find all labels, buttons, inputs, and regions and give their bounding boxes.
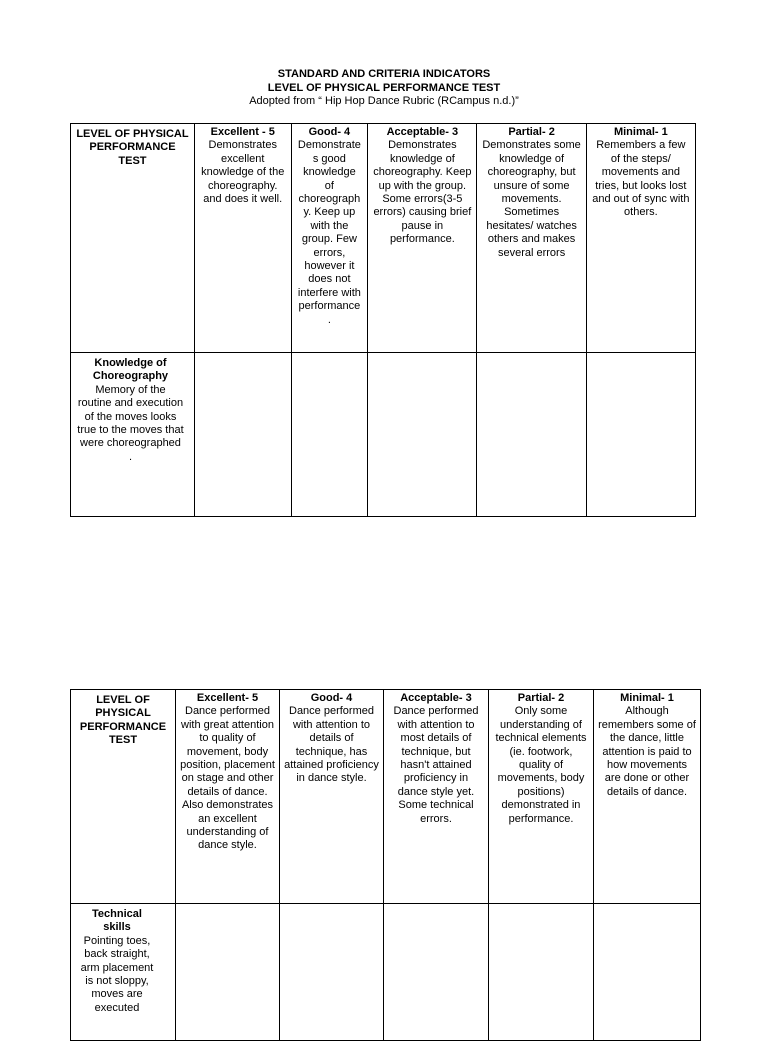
criterion-row bbox=[71, 353, 696, 517]
level-desc: Although remembers some of the dance, little attention is paid to how movements are done or other details of dance. bbox=[598, 705, 696, 798]
level-cell-acceptable bbox=[368, 124, 477, 353]
level-header-row bbox=[71, 690, 701, 904]
score-cell-acceptable[interactable] bbox=[384, 904, 489, 1041]
level-title: Excellent- 5 bbox=[196, 692, 259, 704]
level-cell-excellent bbox=[176, 690, 280, 904]
criterion-cell bbox=[71, 904, 176, 1041]
level-title: Good- 4 bbox=[308, 126, 351, 138]
level-desc: Demonstrates knowledge of choreography. Keep up with the group. Some errors(3-5 errors) causing brief pause in performance. bbox=[373, 139, 472, 246]
criterion-row bbox=[71, 904, 701, 1041]
corner-label: LEVEL OF PHYSICAL PERFORMANCE TEST bbox=[76, 128, 189, 167]
level-cell-minimal bbox=[594, 690, 701, 904]
level-corner-cell bbox=[71, 124, 195, 353]
score-cell-good[interactable] bbox=[280, 904, 384, 1041]
level-title: Partial- 2 bbox=[517, 692, 565, 704]
score-cell-good[interactable] bbox=[291, 353, 368, 517]
score-cell-excellent[interactable] bbox=[194, 353, 291, 517]
level-desc: Remembers a few of the steps/ movements and tries, but looks lost and out of sync with others. bbox=[592, 139, 690, 219]
doc-source-note: Adopted from “ Hip Hop Dance Rubric (RCampus n.d.)” bbox=[249, 95, 519, 107]
score-cell-partial[interactable] bbox=[489, 904, 594, 1041]
criterion-cell bbox=[71, 353, 195, 517]
score-cell-acceptable[interactable] bbox=[368, 353, 477, 517]
score-cell-minimal[interactable] bbox=[594, 904, 701, 1041]
level-title: Partial- 2 bbox=[508, 126, 555, 138]
criterion-title: Knowledge of Choreography bbox=[92, 357, 169, 383]
rubric-table-technical bbox=[70, 689, 701, 1041]
criterion-desc: Memory of the routine and execution of the moves looks true to the moves that were choreographed . bbox=[77, 383, 184, 463]
level-cell-excellent bbox=[194, 124, 291, 353]
level-title: Minimal- 1 bbox=[613, 126, 668, 138]
criterion-desc: Pointing toes, back straight, arm placement is not sloppy, moves are executed bbox=[80, 934, 154, 1014]
level-title: Good- 4 bbox=[310, 692, 353, 704]
doc-title: STANDARD AND CRITERIA INDICATORS bbox=[277, 68, 491, 80]
criterion-title: Technical skills bbox=[92, 908, 142, 934]
level-title: Acceptable- 3 bbox=[386, 126, 459, 138]
level-desc: Demonstrates good knowledge of choreography. Keep up with the group. Few errors, however it does not interfere with performance . bbox=[297, 139, 361, 326]
level-cell-partial bbox=[477, 124, 586, 353]
level-desc: Dance performed with attention to most details of technique, but hasn't attained proficiency in dance style yet. Some technical errors. bbox=[393, 705, 479, 825]
level-desc: Dance performed with great attention to quality of movement, body position, placement on stage and other details of dance. Also demonstrates an excellent understanding of dance style. bbox=[180, 705, 275, 852]
score-cell-excellent[interactable] bbox=[176, 904, 280, 1041]
level-title: Acceptable- 3 bbox=[400, 692, 472, 704]
score-cell-minimal[interactable] bbox=[586, 353, 695, 517]
level-cell-good bbox=[280, 690, 384, 904]
level-title: Excellent - 5 bbox=[210, 126, 275, 138]
score-cell-partial[interactable] bbox=[477, 353, 586, 517]
level-cell-good bbox=[291, 124, 368, 353]
level-desc: Demonstrates some knowledge of choreography, but unsure of some movements. Sometimes hesitates/ watches others and makes several errors bbox=[482, 139, 581, 259]
corner-label: LEVEL OF PHYSICAL PERFORMANCE TEST bbox=[79, 694, 167, 747]
level-desc: Dance performed with attention to details of technique, has attained proficiency in dance style. bbox=[284, 705, 379, 785]
document-header bbox=[0, 68, 768, 109]
level-desc: Only some understanding of technical elements (ie. footwork, quality of movements, body positions) demonstrated in performance. bbox=[495, 705, 587, 825]
level-cell-partial bbox=[489, 690, 594, 904]
level-header-row bbox=[71, 124, 696, 353]
doc-subtitle: LEVEL OF PHYSICAL PERFORMANCE TEST bbox=[267, 81, 501, 94]
level-cell-acceptable bbox=[384, 690, 489, 904]
rubric-table-choreography bbox=[70, 123, 696, 517]
level-title: Minimal- 1 bbox=[620, 692, 674, 704]
level-desc: Demonstrates excellent knowledge of the choreography. and does it well. bbox=[201, 139, 285, 206]
level-corner-cell bbox=[71, 690, 176, 904]
level-cell-minimal bbox=[586, 124, 695, 353]
